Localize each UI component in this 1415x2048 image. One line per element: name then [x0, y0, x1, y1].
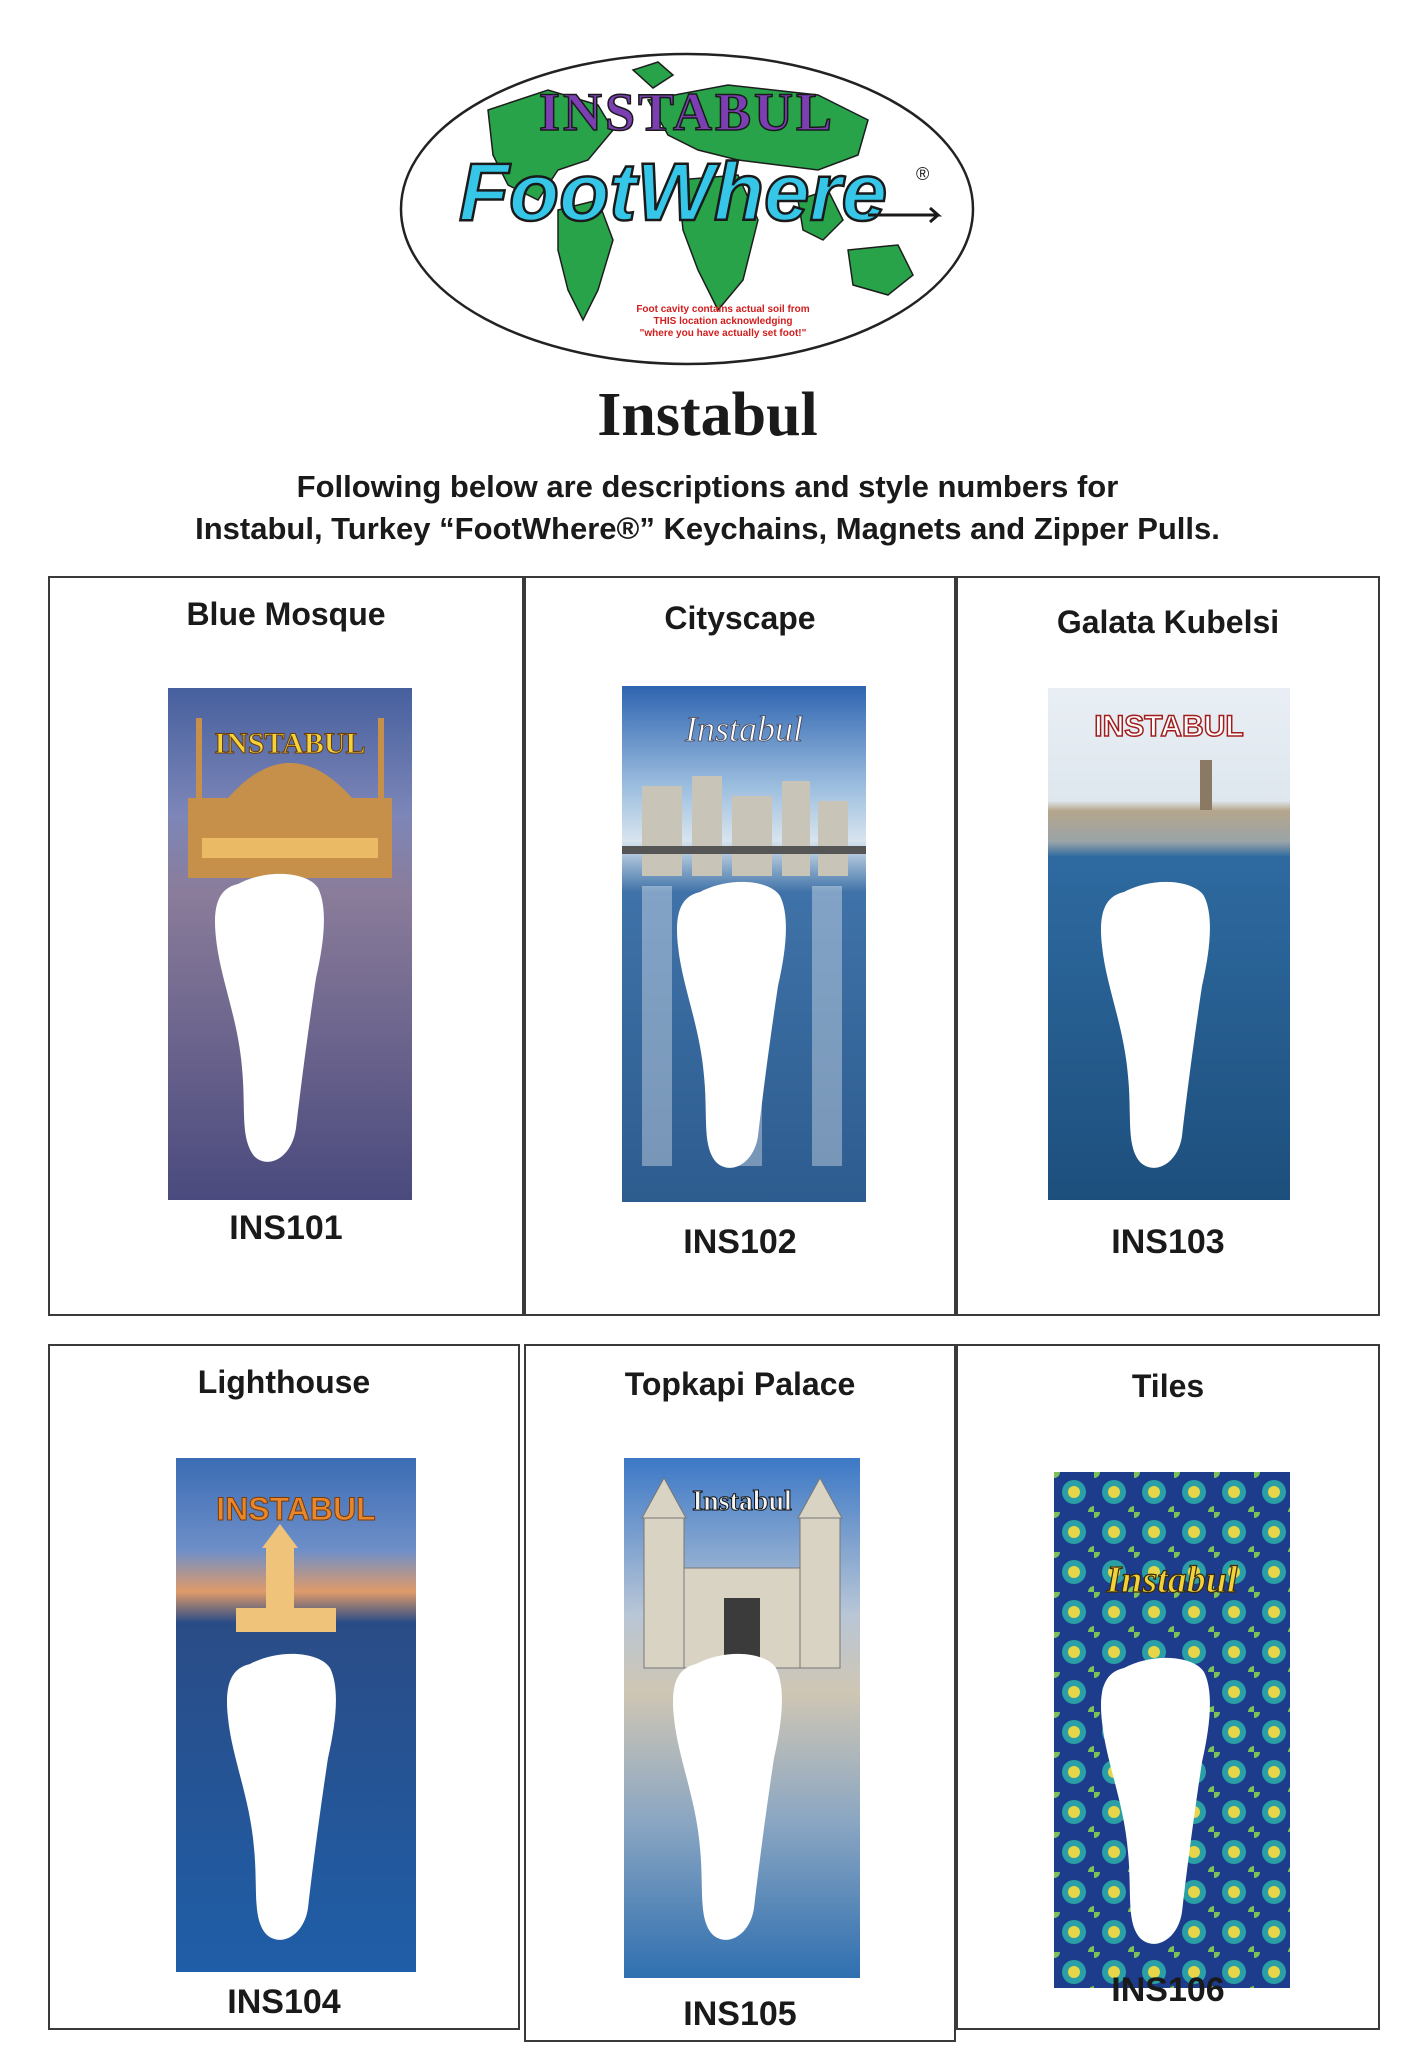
- page-subtitle: [0, 466, 1415, 550]
- product-name: Cityscape: [664, 600, 816, 636]
- svg-text:Instabul: Instabul: [684, 709, 804, 749]
- keychain-image: [1054, 1472, 1290, 1988]
- svg-text:INSTABUL: INSTABUL: [216, 1491, 376, 1527]
- style-number: INS106: [1111, 1971, 1225, 2009]
- product-name: Tiles: [1131, 1368, 1205, 1404]
- svg-text:INSTABUL: INSTABUL: [214, 727, 366, 760]
- logo-top-text: INSTABUL: [538, 82, 836, 142]
- svg-text:"where you have actually set f: "where you have actually set foot!": [639, 328, 807, 339]
- subtitle-line-2: Instabul, Turkey “FootWhere®” Keychains, Magnets and Zipper Pulls.: [195, 511, 1220, 546]
- product-card-cityscape: [524, 576, 956, 1316]
- product-card-blue-mosque: [48, 576, 524, 1316]
- keychain-image: [622, 686, 866, 1202]
- style-number: INS101: [229, 1209, 343, 1247]
- svg-text:THIS location acknowledging: THIS location acknowledging: [653, 316, 793, 327]
- product-name: Lighthouse: [197, 1364, 371, 1400]
- style-number: INS102: [683, 1223, 797, 1261]
- keychain-image: [624, 1458, 860, 1978]
- logo-fine-print: [636, 304, 809, 339]
- svg-text:Instabul: Instabul: [692, 1486, 792, 1517]
- product-card-galata-kubelsi: [956, 576, 1380, 1316]
- footwhere-logo: [398, 50, 976, 368]
- style-number: INS103: [1111, 1223, 1225, 1261]
- keychain-image: [176, 1458, 416, 1972]
- product-name: Blue Mosque: [186, 596, 386, 632]
- product-card-lighthouse: [48, 1344, 520, 2030]
- logo-registered-mark: ®: [916, 164, 930, 184]
- product-card-tiles: [956, 1344, 1380, 2030]
- subtitle-line-1: Following below are descriptions and style numbers for: [296, 469, 1119, 504]
- product-name: Galata Kubelsi: [1056, 604, 1280, 640]
- style-number: INS104: [227, 1983, 341, 2021]
- keychain-image: [1048, 688, 1290, 1200]
- keychain-image: [168, 688, 412, 1200]
- product-name: Topkapi Palace: [624, 1366, 856, 1402]
- page-title: Instabul: [597, 381, 818, 449]
- svg-text:Foot cavity contains actual so: Foot cavity contains actual soil from: [636, 304, 810, 315]
- logo-main-text: FootWhere: [458, 147, 888, 238]
- product-card-topkapi-palace: [524, 1344, 956, 2042]
- style-number: INS105: [683, 1995, 797, 2033]
- svg-text:Instabul: Instabul: [1106, 1559, 1238, 1601]
- svg-text:INSTABUL: INSTABUL: [1094, 710, 1244, 743]
